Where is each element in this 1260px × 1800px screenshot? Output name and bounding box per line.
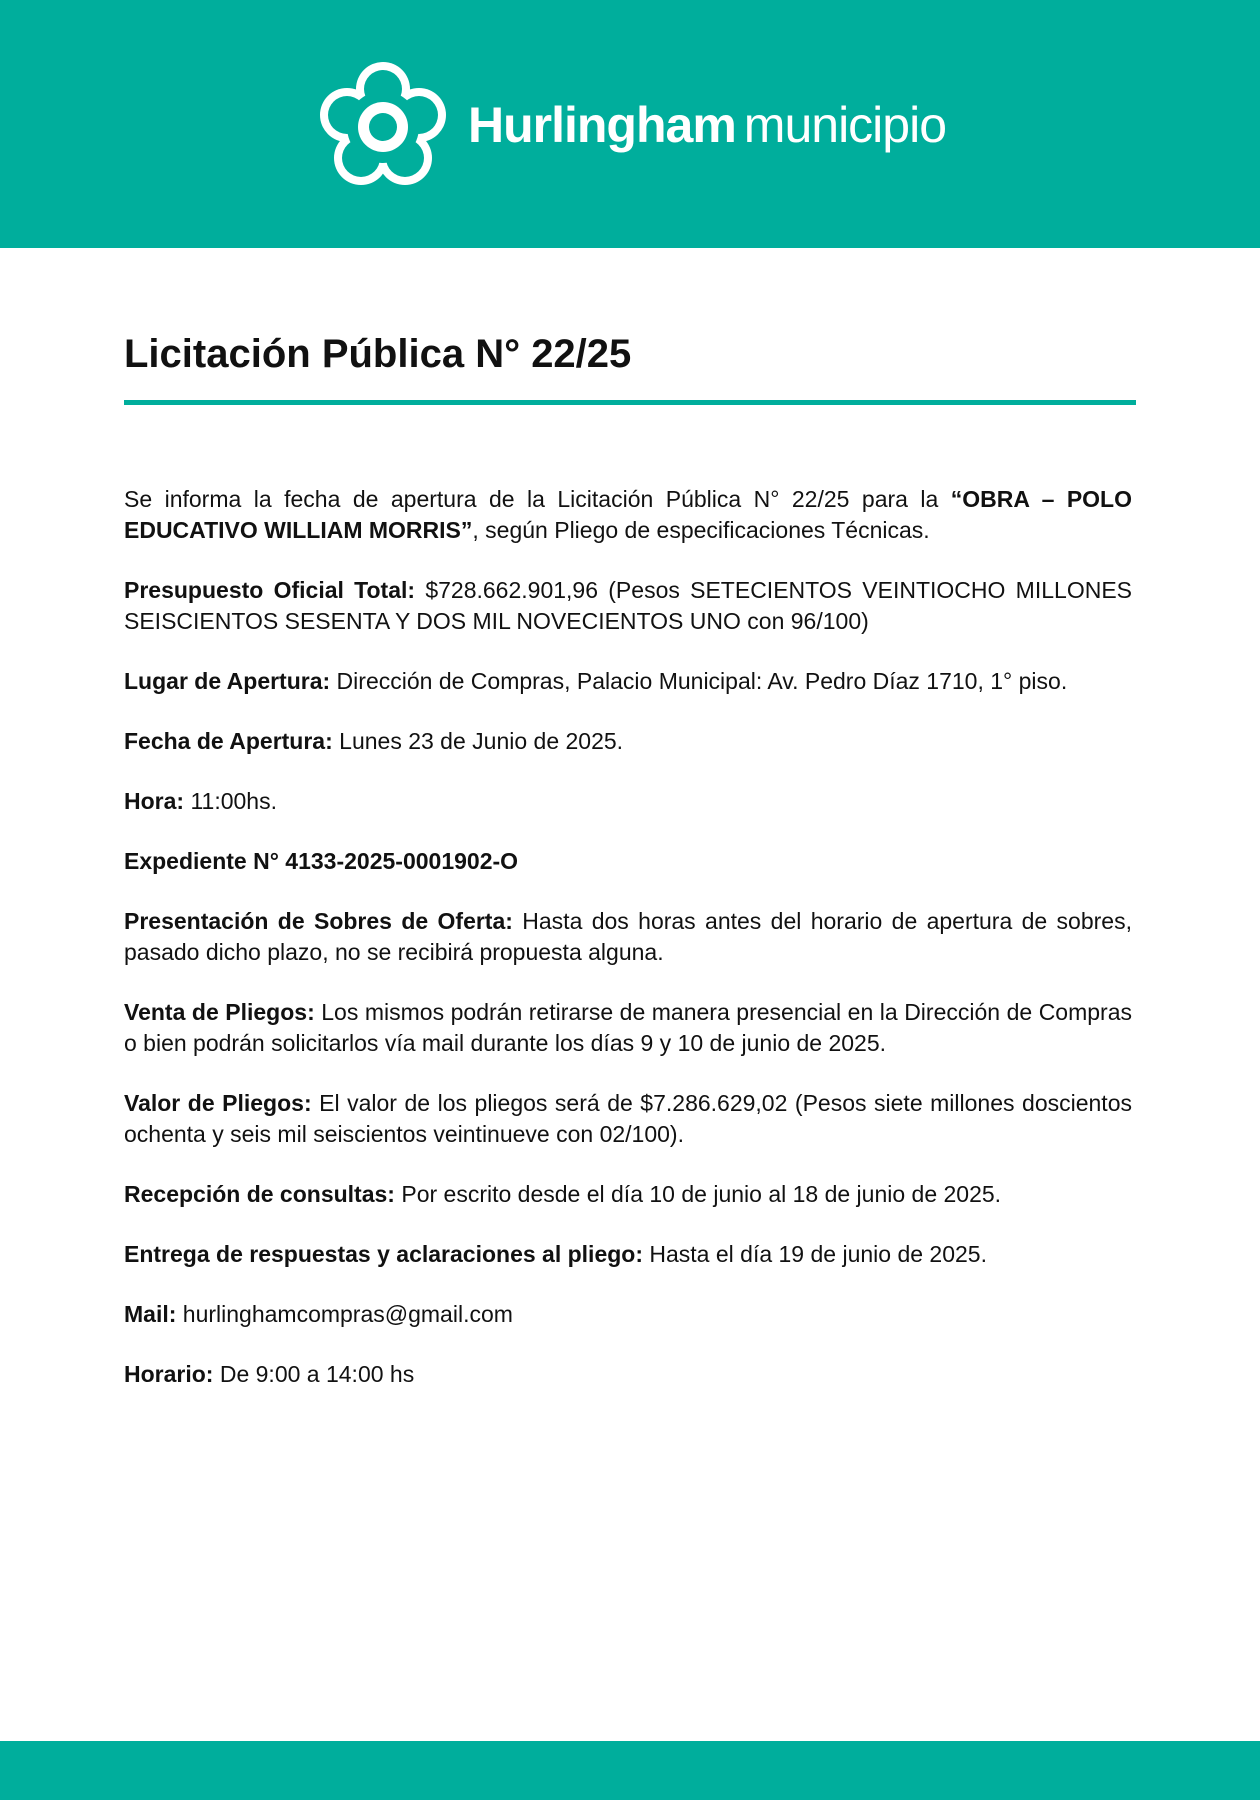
item-value: Los mismos podrán retirarse de manera presencial en la Dirección de Compras o bien podrán solicitarlos vía mail durante los días 9 y 10 de junio de 2025.: [124, 999, 1132, 1056]
document-body: [124, 484, 1132, 1419]
item-expediente: [124, 846, 1132, 877]
item-label: Mail:: [124, 1301, 177, 1327]
item-value: De 9:00 a 14:00 hs: [213, 1361, 415, 1387]
item-presupuesto: [124, 575, 1132, 637]
flower-logo-icon: [320, 62, 446, 188]
item-valor: [124, 1088, 1132, 1150]
item-value: Hasta el día 19 de junio de 2025.: [643, 1241, 987, 1267]
item-label: Hora:: [124, 788, 185, 814]
logo-sub: municipio: [743, 97, 947, 153]
item-fecha: [124, 726, 1132, 757]
item-label: Entrega de respuestas y aclaraciones al pliego:: [124, 1241, 643, 1267]
item-lugar: [124, 666, 1132, 697]
header-banner: [0, 0, 1260, 248]
item-value: Dirección de Compras, Palacio Municipal: Av. Pedro Díaz 1710, 1° piso.: [330, 668, 1068, 694]
logo-wordmark: [468, 96, 946, 154]
footer-band: [0, 1741, 1260, 1800]
item-respuestas: [124, 1239, 1132, 1270]
item-label: Horario:: [124, 1361, 214, 1387]
item-label: Fecha de Apertura:: [124, 728, 333, 754]
item-label: Venta de Pliegos:: [124, 999, 315, 1025]
item-horario: [124, 1359, 1132, 1390]
item-mail: [124, 1299, 1132, 1330]
intro-text-after: , según Pliego de especificaciones Técnicas.: [472, 517, 930, 543]
item-value: Por escrito desde el día 10 de junio al 18 de junio de 2025.: [394, 1181, 1002, 1207]
item-value: $728.662.901,96 (Pesos SETECIENTOS VEINTIOCHO MILLONES SEISCIENTOS SESENTA Y DOS MIL NOVECIENTOS UNO con 96/100): [124, 577, 1132, 634]
title-divider: [124, 400, 1136, 405]
item-value: Hasta dos horas antes del horario de apertura de sobres, pasado dicho plazo, no se recibirá propuesta alguna.: [124, 908, 1132, 965]
intro-paragraph: [124, 484, 1132, 546]
item-value: Lunes 23 de Junio de 2025.: [332, 728, 624, 754]
item-label: Recepción de consultas:: [124, 1181, 395, 1207]
item-presentacion: [124, 906, 1132, 968]
item-label: Expediente N° 4133-2025-0001902-O: [124, 848, 519, 874]
item-value: 11:00hs.: [184, 788, 277, 814]
item-label: Presupuesto Oficial Total:: [124, 577, 416, 603]
item-label: Lugar de Apertura:: [124, 668, 331, 694]
item-consultas: [124, 1179, 1132, 1210]
item-hora: [124, 786, 1132, 817]
logo-brand: Hurlingham: [468, 97, 736, 153]
item-venta: [124, 997, 1132, 1059]
intro-project-name: “OBRA – POLO EDUCATIVO WILLIAM MORRIS”: [124, 486, 1132, 543]
item-label: Presentación de Sobres de Oferta:: [124, 908, 513, 934]
item-value: hurlinghamcompras@gmail.com: [176, 1301, 513, 1327]
item-value: El valor de los pliegos será de $7.286.629,02 (Pesos siete millones doscientos ochenta y seis mil seiscientos veintinueve con 02/100).: [124, 1090, 1132, 1147]
intro-text-before: Se informa la fecha de apertura de la Licitación Pública N° 22/25 para la: [124, 486, 951, 512]
item-label: Valor de Pliegos:: [124, 1090, 312, 1116]
page-title: Licitación Pública N° 22/25: [124, 332, 632, 376]
municipio-logo: [320, 60, 946, 190]
